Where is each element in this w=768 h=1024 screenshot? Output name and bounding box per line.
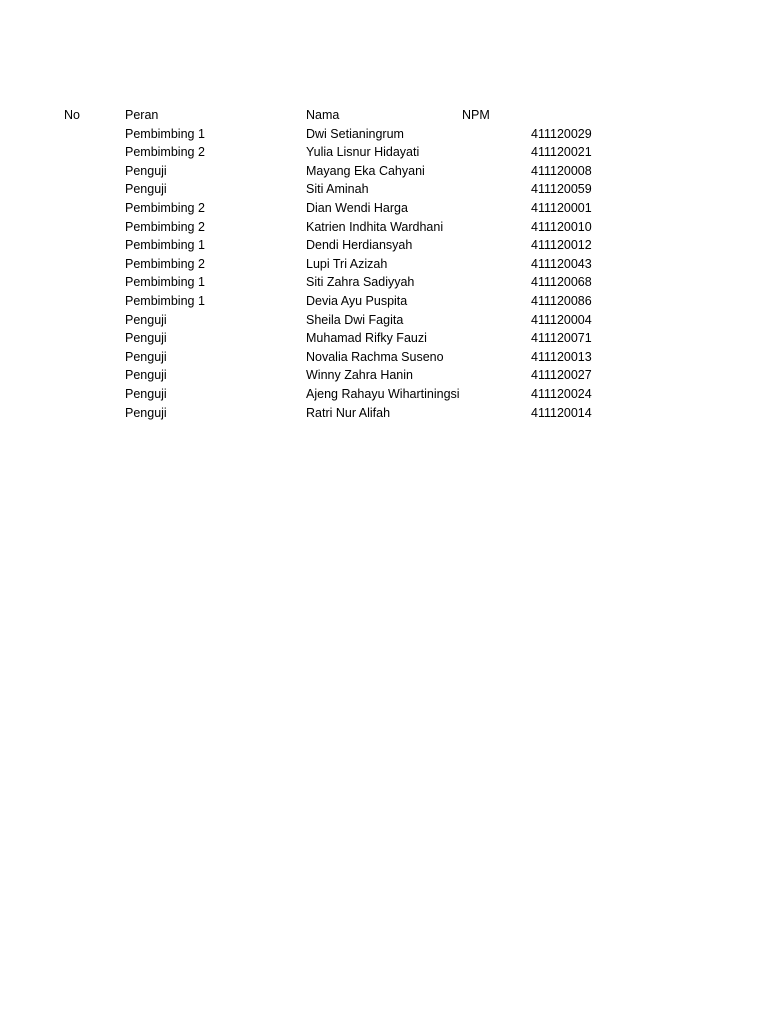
header-no: No bbox=[64, 108, 80, 122]
table-row bbox=[0, 366, 768, 385]
table-row bbox=[0, 292, 768, 311]
cell-npm: 411120014 bbox=[531, 405, 592, 420]
cell-nama: Devia Ayu Puspita bbox=[306, 294, 408, 308]
cell-nama: Lupi Tri Azizah bbox=[306, 256, 388, 271]
cell-nama: Ratri Nur Alifah bbox=[306, 405, 391, 420]
cell-peran: Penguji bbox=[125, 387, 167, 401]
table-header bbox=[0, 106, 768, 125]
cell-nama: Sheila Dwi Fagita bbox=[306, 312, 404, 327]
cell-nama: Dwi Setianingrum bbox=[306, 126, 404, 141]
cell-nama: Dendi Herdiansyah bbox=[306, 238, 413, 253]
table-row bbox=[0, 255, 768, 274]
cell-npm: 411120012 bbox=[531, 238, 592, 253]
cell-npm: 411120024 bbox=[531, 387, 592, 401]
cell-npm: 411120068 bbox=[531, 275, 592, 290]
cell-peran: Pembimbing 1 bbox=[125, 275, 205, 290]
cell-peran: Pembimbing 2 bbox=[125, 145, 205, 160]
table-row bbox=[0, 180, 768, 199]
cell-nama: Siti Aminah bbox=[306, 182, 369, 197]
cell-npm: 411120086 bbox=[531, 294, 592, 308]
cell-npm: 411120010 bbox=[531, 219, 592, 234]
table-row bbox=[0, 385, 768, 404]
header-nama: Nama bbox=[306, 108, 340, 122]
table-row bbox=[0, 311, 768, 330]
table-row bbox=[0, 125, 768, 144]
cell-peran: Pembimbing 1 bbox=[125, 238, 205, 253]
cell-npm: 411120029 bbox=[531, 126, 592, 141]
cell-peran: Pembimbing 2 bbox=[125, 219, 205, 234]
cell-peran: Pembimbing 2 bbox=[125, 201, 205, 215]
cell-peran: Penguji bbox=[125, 331, 167, 346]
header-npm: NPM bbox=[462, 108, 490, 122]
table-row bbox=[0, 236, 768, 255]
cell-nama: Katrien Indhita Wardhani bbox=[306, 219, 444, 234]
cell-peran: Penguji bbox=[125, 312, 167, 327]
cell-peran: Penguji bbox=[125, 163, 167, 178]
cell-nama: Novalia Rachma Suseno bbox=[306, 349, 444, 364]
cell-npm: 411120008 bbox=[531, 163, 592, 178]
table-row bbox=[0, 329, 768, 348]
table-row bbox=[0, 273, 768, 292]
cell-npm: 411120027 bbox=[531, 368, 592, 383]
cell-npm: 411120059 bbox=[531, 182, 592, 197]
table-row bbox=[0, 162, 768, 181]
cell-npm: 411120001 bbox=[531, 201, 592, 215]
header-peran: Peran bbox=[125, 108, 159, 122]
cell-peran: Penguji bbox=[125, 405, 167, 420]
cell-nama: Siti Zahra Sadiyyah bbox=[306, 275, 415, 290]
table-row bbox=[0, 218, 768, 237]
cell-peran: Penguji bbox=[125, 349, 167, 364]
table-row bbox=[0, 404, 768, 423]
table-row bbox=[0, 199, 768, 218]
cell-npm: 411120043 bbox=[531, 256, 592, 271]
cell-nama: Mayang Eka Cahyani bbox=[306, 163, 425, 178]
cell-nama: Muhamad Rifky Fauzi bbox=[306, 331, 427, 346]
cell-npm: 411120013 bbox=[531, 349, 592, 364]
cell-npm: 411120071 bbox=[531, 331, 592, 346]
cell-npm: 411120004 bbox=[531, 312, 592, 327]
cell-peran: Pembimbing 1 bbox=[125, 294, 205, 308]
cell-peran: Penguji bbox=[125, 368, 167, 383]
table-row bbox=[0, 348, 768, 367]
table-row bbox=[0, 143, 768, 162]
cell-peran: Pembimbing 1 bbox=[125, 126, 205, 141]
cell-nama: Dian Wendi Harga bbox=[306, 201, 408, 215]
cell-nama: Yulia Lisnur Hidayati bbox=[306, 145, 420, 160]
cell-peran: Penguji bbox=[125, 182, 167, 197]
cell-nama: Winny Zahra Hanin bbox=[306, 368, 413, 383]
cell-npm: 411120021 bbox=[531, 145, 592, 160]
cell-peran: Pembimbing 2 bbox=[125, 256, 205, 271]
cell-nama: Ajeng Rahayu Wihartiningsi bbox=[306, 387, 460, 401]
